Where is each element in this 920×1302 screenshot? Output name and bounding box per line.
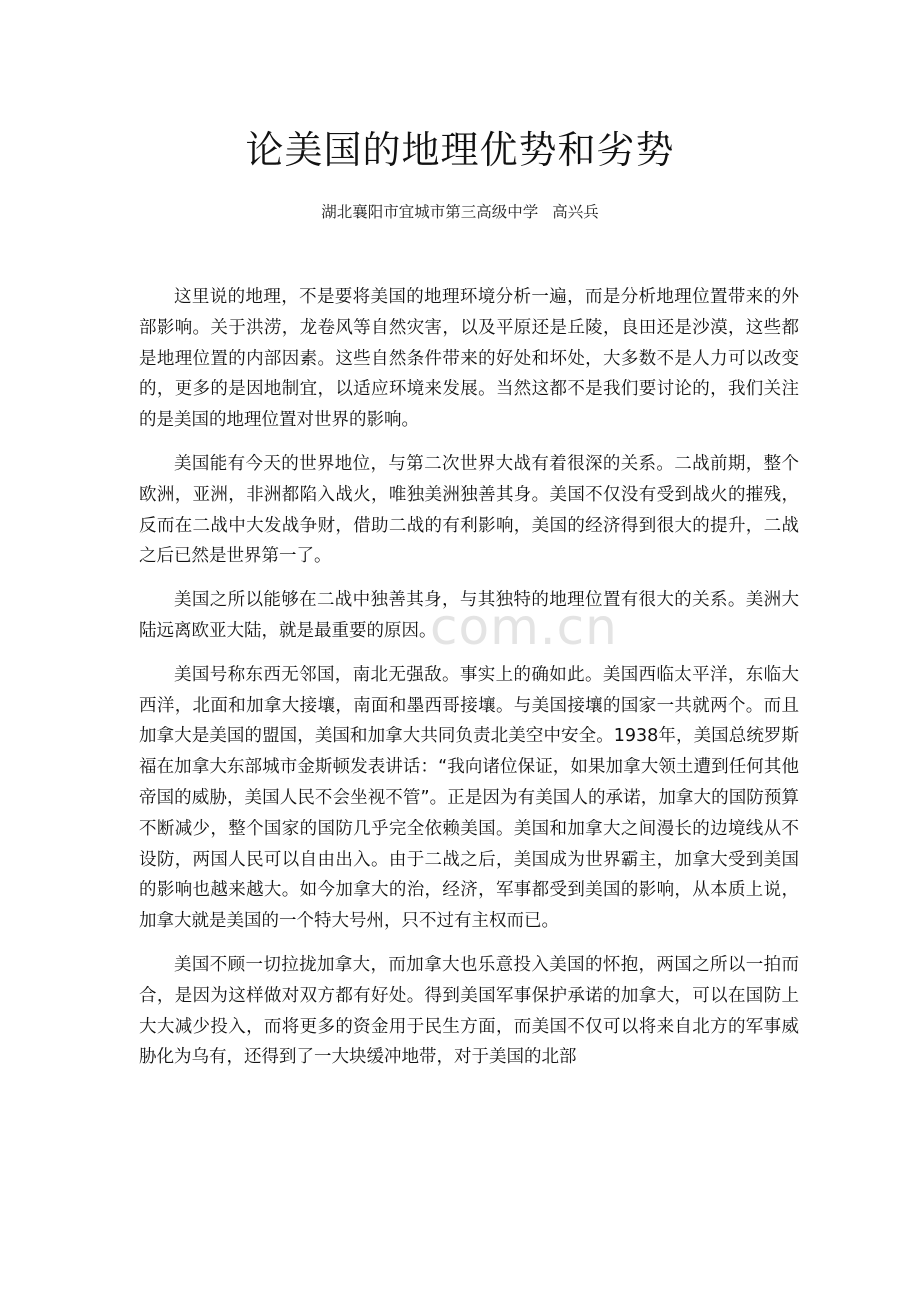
paragraph: 美国号称东西无邻国，南北无强敌。事实上的确如此。美国西临太平洋，东临大西洋，北面和加拿大接壤，南面和墨西哥接壤。与美国接壤的国家一共就两个。而且加拿大是美国的盟国，美国和加拿大共同负责北美空中安全。1938年，美国总统罗斯福在加拿大东部城市金斯顿发表讲话：“我向诸位保证，如果加拿大领土遭到任何其他帝国的威胁，美国人民不会坐视不管”。正是因为有美国人的承诺，加拿大的国防预算不断减少，整个国家的国防几乎完全依赖美国。美国和加拿大之间漫长的边境线从不设防，两国人民可以自由出入。由于二战之后，美国成为世界霸主，加拿大受到美国的影响也越来越大。如今加拿大的治，经济，军事都受到美国的影响，从本质上说，加拿大就是美国的一个特大号州，只不过有主权而已。 bbox=[139, 664, 799, 932]
byline bbox=[0, 200, 920, 224]
watermark: com.cn bbox=[430, 598, 618, 656]
author-affiliation: 湖北襄阳市宜城市第三高级中学 bbox=[321, 203, 539, 221]
document-title: 论美国的地理优势和劣势 bbox=[245, 128, 675, 172]
paragraph: 美国能有今天的世界地位，与第二次世界大战有着很深的关系。二战前期，整个欧洲，亚洲，非洲都陷入战火，唯独美洲独善其身。美国不仅没有受到战火的摧残，反而在二战中大发战争财，借助二战的有利影响，美国的经济得到很大的提升，二战之后已然是世界第一了。 bbox=[139, 453, 799, 567]
document-body bbox=[139, 282, 799, 1086]
paragraph: 美国不顾一切拉拢加拿大，而加拿大也乐意投入美国的怀抱，两国之所以一拍而合，是因为这样做对双方都有好处。得到美国军事保护承诺的加拿大，可以在国防上大大减少投入，而将更多的资金用于民生方面，而美国不仅可以将来自北方的军事威胁化为乌有，还得到了一大块缓冲地带，对于美国的北部 bbox=[139, 954, 799, 1068]
paragraph: 美国之所以能够在二战中独善其身，与其独特的地理位置有很大的关系。美洲大陆远离欧亚大陆，就是最重要的原因。 bbox=[139, 590, 799, 641]
paragraph: 这里说的地理，不是要将美国的地理环境分析一遍，而是分析地理位置带来的外部影响。关于洪涝，龙卷风等自然灾害，以及平原还是丘陵，良田还是沙漠，这些都是地理位置的内部因素。这些自然条件带来的好处和坏处，大多数不是人力可以改变的，更多的是因地制宜，以适应环境来发展。当然这都不是我们要讨论的，我们关注的是美国的地理位置对世界的影响。 bbox=[139, 287, 799, 431]
author-name: 高兴兵 bbox=[552, 203, 599, 221]
